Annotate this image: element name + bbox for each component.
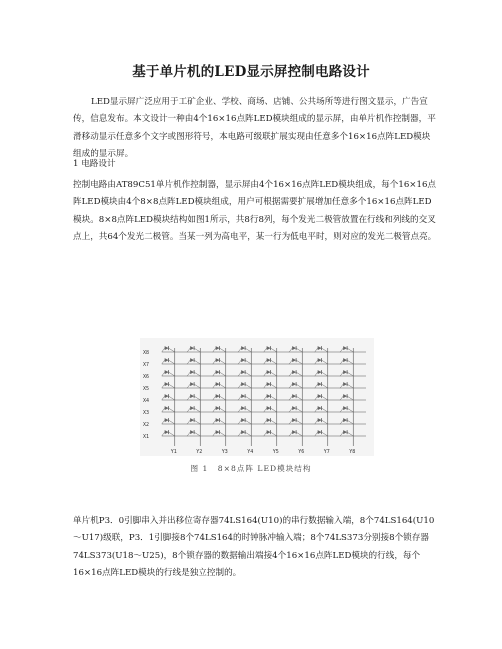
- row-label: X8: [143, 350, 150, 356]
- column-label: Y6: [298, 449, 305, 455]
- led-matrix-diagram: [140, 338, 374, 456]
- column-label: Y1: [170, 449, 177, 455]
- row-label: X2: [143, 422, 150, 428]
- row-label: X5: [143, 386, 150, 392]
- design-paragraph: 控制电路由AT89C51单片机作控制器，显示屏由4个16×16点阵LED模块组成，每个16×16点阵LED模块由4个8×8点阵LED模块组成，用户可根据需要扩展增加任意多个16×16点阵LED模块。8×8点阵LED模块结构如图1所示，共8行8列，每个发光二极管放置在行线和列线的交叉点上，共64个发光二极管。当某一列为高电平，某一行为低电平时，则对应的发光二极管点亮。: [73, 180, 437, 243]
- control-paragraph: 单片机P3．0引脚串入并出移位寄存器74LS164(U10)的串行数据输入端，8个74LS164(U10～U17)级联，P3．1引脚接8个74LS164的时钟脉冲输入端；8个74LS373分别接8个锁存器74LS373(U18～U25)，8个锁存器的数据输出端接4个16×16点阵LED模块的行线，每个16×16点阵LED模块的行线是独立控制的。: [73, 516, 435, 579]
- column-label: Y4: [247, 449, 254, 455]
- row-label: X6: [143, 374, 150, 380]
- column-label: Y7: [323, 449, 330, 455]
- column-label: Y3: [221, 449, 228, 455]
- intro-paragraph: LED显示屏广泛应用于工矿企业、学校、商场、店铺、公共场所等进行图文显示，广告宣传，信息发布。本文设计一种由4个16×16点阵LED模块组成的显示屏，由单片机作控制器，平滑移动显示任意多个文字或图形符号，本电路可级联扩展实现由任意多个16×16点阵LED模块组成的显示屏。: [73, 97, 436, 160]
- row-label: X4: [143, 398, 150, 404]
- figure-caption-text: 8×8点阵 LED模块结构: [217, 464, 312, 473]
- column-label: Y5: [272, 449, 279, 455]
- row-label: X1: [143, 434, 150, 440]
- section-heading: 1 电路设计: [73, 159, 116, 169]
- row-label: X7: [143, 362, 150, 368]
- column-label: Y8: [349, 449, 356, 455]
- row-label: X3: [143, 410, 150, 416]
- figure-caption: [0, 463, 502, 474]
- figure-number: 图 1: [190, 464, 209, 473]
- column-label: Y2: [196, 449, 203, 455]
- document-title: 基于单片机的LED显示屏控制电路设计: [132, 64, 370, 80]
